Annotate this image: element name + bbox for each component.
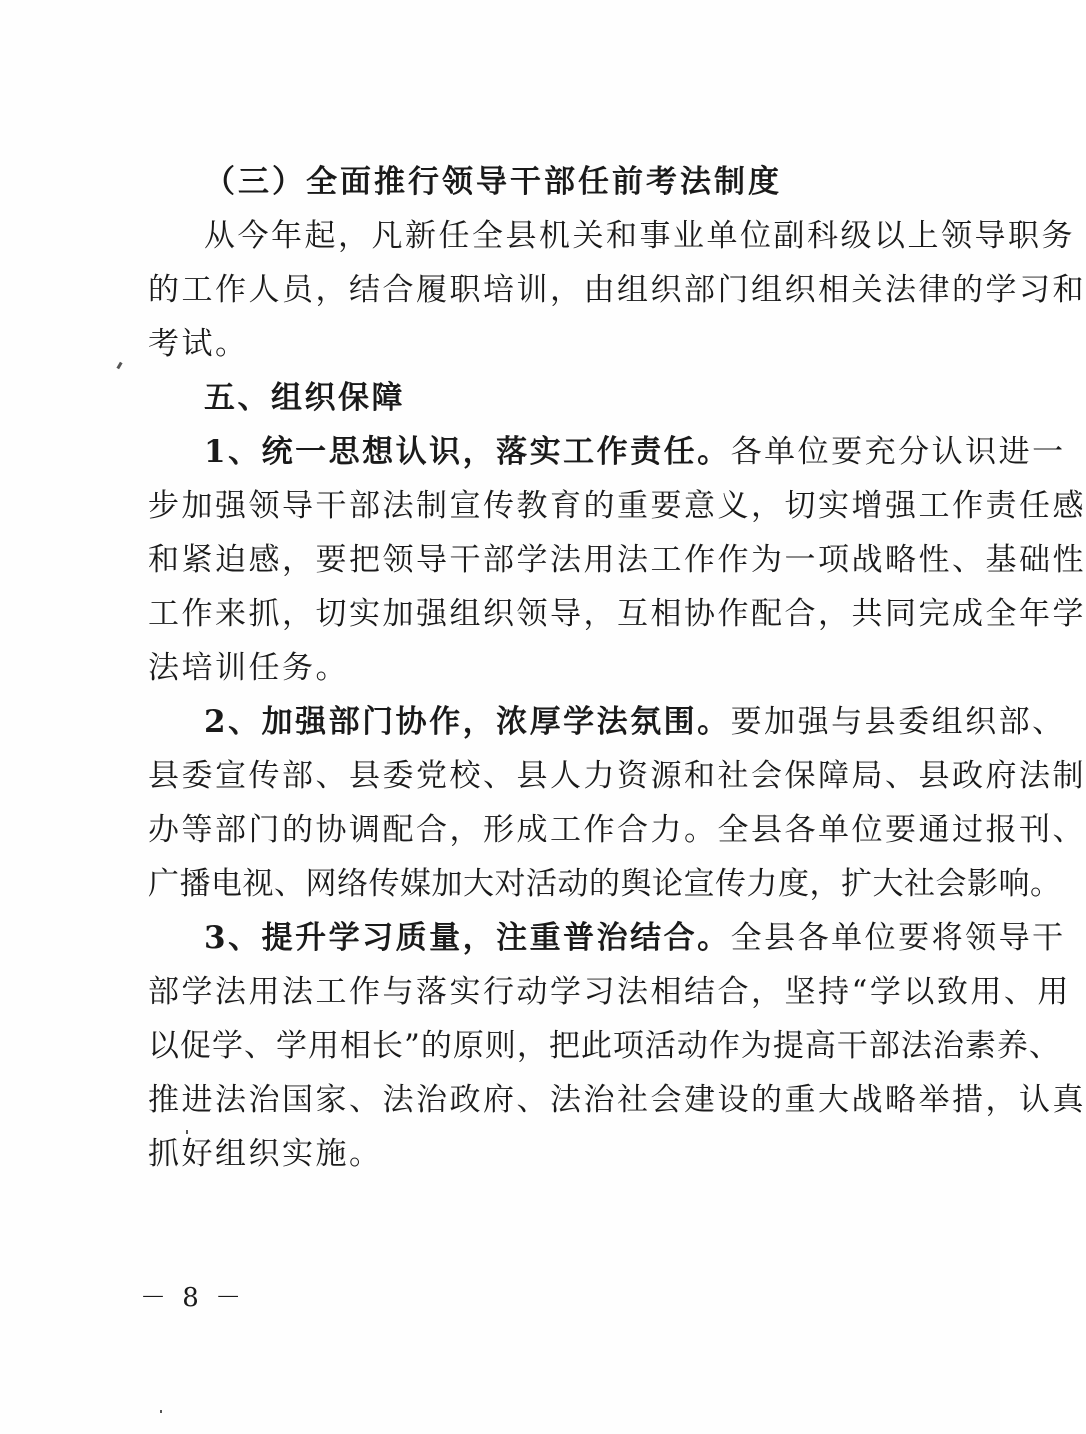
item-1-title: 1、统一思想认识，落实工作责任。 [204,434,731,470]
item-3-first-line [204,916,1066,960]
item-3-title: 3、提升学习质量，注重普治结合。 [204,920,731,956]
section-3-paragraph-line-1: 从今年起，凡新任全县机关和事业单位副科级以上领导职务 [204,218,1075,254]
item-1-line-3: 和紧迫感，要把领导干部学法用法工作作为一项战略性、基础性 [148,542,1086,578]
item-2-title: 2、加强部门协作，浓厚学法氛围。 [204,704,731,740]
item-2-first-line [204,700,1066,744]
item-1-line-2: 步加强领导干部法制宣传教育的重要意义，切实增强工作责任感 [148,488,1086,524]
section-3-paragraph-line-2: 的工作人员，结合履职培训，由组织部门组织相关法律的学习和 [148,272,1086,308]
item-1-line-5: 法培训任务。 [148,650,349,686]
item-3-line-3: 以促学、学用相长”的原则，把此项活动作为提高干部法治素养、 [148,1028,1061,1064]
scan-speck [116,362,122,370]
item-1-first-line [204,430,1066,474]
item-3-text: 全县各单位要将领导干 [730,920,1066,956]
item-3-line-2: 部学法用法工作与落实行动学习法相结合，坚持“学以致用、用 [148,974,1071,1010]
page-number: － 8 － [140,1283,246,1313]
item-2-line-4: 广播电视、网络传媒加大对活动的舆论宣传力度，扩大社会影响。 [148,866,1062,902]
item-1-line-4: 工作来抓，切实加强组织领导，互相协作配合，共同完成全年学 [148,596,1086,632]
section-5-heading: 五、组织保障 [204,380,405,416]
section-3-paragraph-line-3: 考试。 [148,326,249,362]
scan-speck [160,1410,162,1413]
scan-speck [186,1130,188,1134]
item-3-line-5: 抓好组织实施。 [148,1136,383,1172]
item-2-line-3: 办等部门的协调配合，形成工作合力。全县各单位要通过报刊、 [148,812,1086,848]
item-3-line-4: 推进法治国家、法治政府、法治社会建设的重大战略举措，认真 [148,1082,1086,1118]
section-3-heading: （三）全面推行领导干部任前考法制度 [204,164,782,200]
item-2-text: 要加强与县委组织部、 [730,704,1066,740]
item-2-line-2: 县委宣传部、县委党校、县人力资源和社会保障局、县政府法制 [148,758,1086,794]
item-1-text: 各单位要充分认识进一 [730,434,1066,470]
